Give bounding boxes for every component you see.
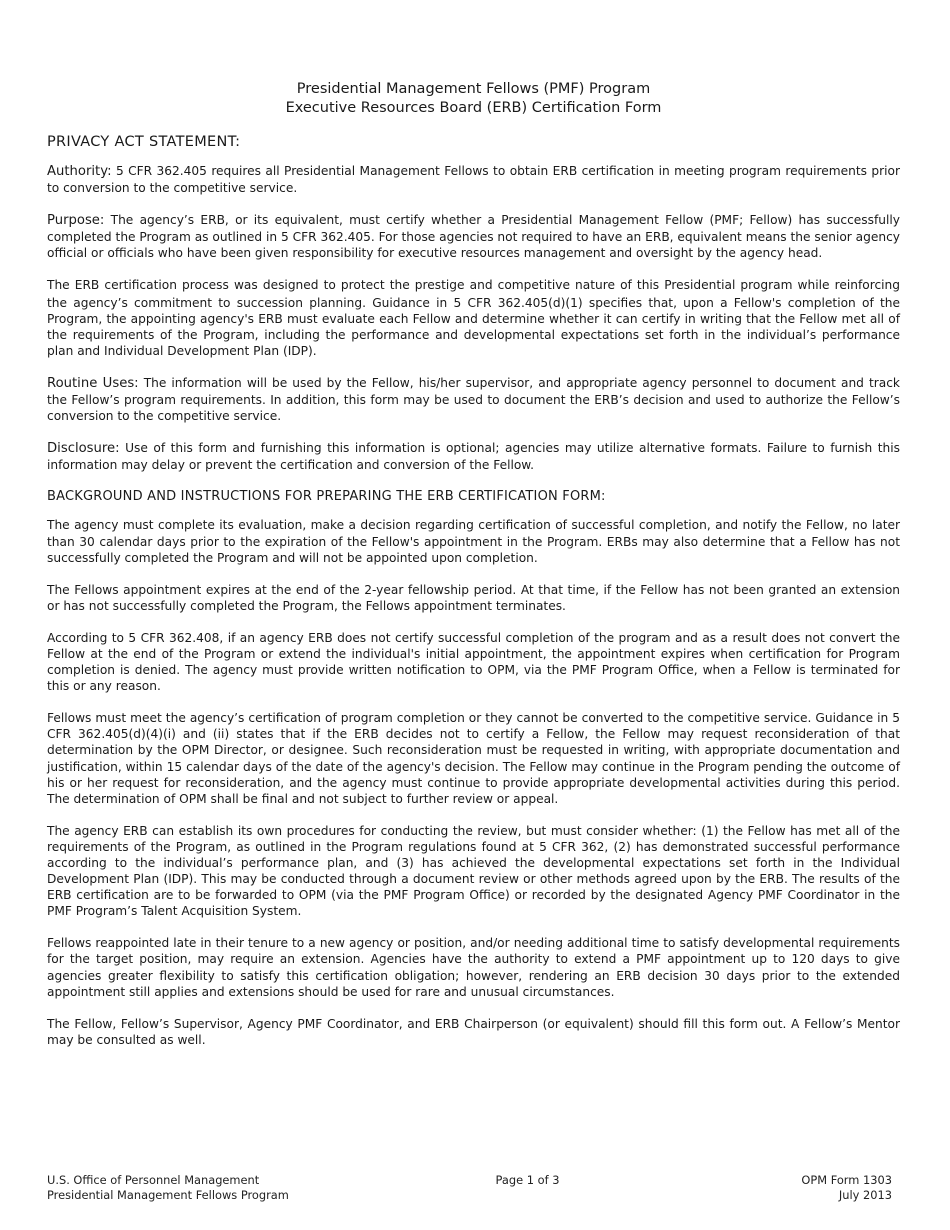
paragraph-text: The agency’s ERB, or its equivalent, must certify whether a Presidential Management Fellow (PMF; Fellow) has successfully completed the Program as outlined in 5 CFR 362.405. For those agencies not required to have an ERB, equivalent means the senior agency official or officials who have been given responsibility for executive resources management and oversight by the agency head. [47,213,901,261]
footer-form-id [801,1173,892,1203]
paragraph-lead: Authority: [47,164,112,179]
title-line-2: Executive Resources Board (ERB) Certification Form [285,100,662,116]
background-paragraph: According to 5 CFR 362.408, if an agency ERB does not certify successful completion of the program and as a result does not convert the Fellow at the end of the Program or extend the individual's initial appointment, the appointment expires when certification for Program completion is denied. The agency must provide written notification to OPM, via the PMF Program Office, when a Fellow is terminated for this or any reason. [47,630,900,694]
paragraph-text: 5 CFR 362.405 requires all Presidential Management Fellows to obtain ERB certification in meeting program requirements prior to conversion to the competitive service. [47,164,900,196]
footer-agency-line-1: U.S. Office of Personnel Management [47,1173,260,1187]
privacy-paragraph-routine-uses [47,375,900,424]
background-heading: BACKGROUND AND INSTRUCTIONS FOR PREPARING THE ERB CERTIFICATION FORM: [47,489,606,505]
footer-form-number: OPM Form 1303 [801,1173,892,1187]
background-paragraph: The agency must complete its evaluation, make a decision regarding certification of successful completion, and notify the Fellow, no later than 30 calendar days prior to the expiration of the Fellow's appointment in the Program. ERBs may also determine that a Fellow has not successfully completed the Program and will not be appointed upon completion. [47,518,900,565]
background-paragraph: The agency ERB can establish its own procedures for conducting the review, but must consider whether: (1) the Fellow has met all of the requirements of the Program, as outlined in the Program regulations found at 5 CFR 362, (2) has demonstrated successful performance according to the individual’s performance plan, and (3) has achieved the developmental expectations set forth in the Individual Development Plan (IDP). This may be conducted through a document review or other methods agreed upon by the ERB. The results of the ERB certification are to be forwarded to OPM (via the PMF Program Office) or recorded by the designated Agency PMF Coordinator in the PMF Program’s Talent Acquisition System. [47,823,900,919]
background-paragraph: The Fellows appointment expires at the end of the 2-year fellowship period. At that time, if the Fellow has not been granted an extension or has not successfully completed the Program, the Fellows appointment terminates. [47,582,900,613]
paragraph-lead: Disclosure: [47,441,120,457]
form-title [47,80,900,118]
footer-page-number: Page 1 of 3 [495,1173,560,1187]
paragraph-lead: Routine Uses: [47,375,139,391]
footer-agency-line-2: Presidential Management Fellows Program [47,1188,289,1202]
footer-form-date: July 2013 [838,1188,892,1202]
privacy-paragraph-authority [47,163,900,196]
paragraph-text: The ERB certification process was designed to protect the prestige and competitive nature of this Presidential program while reinforcing the agency’s commitment to succession planning. Guidance in 5 CFR 362.405(d)(1) specifies that, upon a Fellow's completion of the Program, the appointing agency's ERB must evaluate each Fellow and determine whether it can certify in writing that the Fellow met all of the requirements of the Program, including the performance and developmental expectations set forth in the individual’s performance plan and Individual Development Plan (IDP). [47,278,900,358]
paragraph-lead: Purpose: [47,213,105,229]
background-paragraph: Fellows must meet the agency’s certification of program completion or they cannot be converted to the competitive service. Guidance in 5 CFR 362.405(d)(4)(i) and (ii) states that if the ERB decides not to certify a Fellow, the Fellow may request reconsideration of that determination by the OPM Director, or designee. Such reconsideration must be requested in writing, with appropriate documentation and justification, within 15 calendar days of the date of the agency's decision. The Fellow may continue in the Program pending the outcome of his or her request for reconsideration, and the agency must continue to provide appropriate developmental activities during this period. The determination of OPM shall be final and not subject to further review or appeal. [47,711,900,806]
privacy-paragraph-disclosure [47,440,900,473]
privacy-paragraph-erb-process [47,277,900,358]
document-page [47,80,900,1064]
background-paragraph: Fellows reappointed late in their tenure to a new agency or position, and/or needing additional time to satisfy developmental requirements for the target position, may require an extension. Agencies have the authority to extend a PMF appointment up to 120 days to give agencies greater flexibility to satisfy this certification obligation; however, rendering an ERB decision 30 days prior to the extended appointment still applies and extensions should be used for rare and unusual circumstances. [47,936,900,999]
privacy-paragraph-purpose [47,212,900,261]
title-line-1: Presidential Management Fellows (PMF) Program [296,81,651,97]
privacy-act-heading: PRIVACY ACT STATEMENT: [47,134,241,150]
paragraph-text: Use of this form and furnishing this information is optional; agencies may utilize alternative formats. Failure to furnish this information may delay or prevent the certification and conversion of the Fellow. [47,441,900,473]
paragraph-text: The information will be used by the Fellow, his/her supervisor, and appropriate agency personnel to document and track the Fellow’s program requirements. In addition, this form may be used to document the ERB’s decision and used to authorize the Fellow’s conversion to the competitive service. [47,375,900,424]
background-paragraph: The Fellow, Fellow’s Supervisor, Agency PMF Coordinator, and ERB Chairperson (or equivalent) should fill this form out. A Fellow’s Mentor may be consulted as well. [47,1016,900,1047]
